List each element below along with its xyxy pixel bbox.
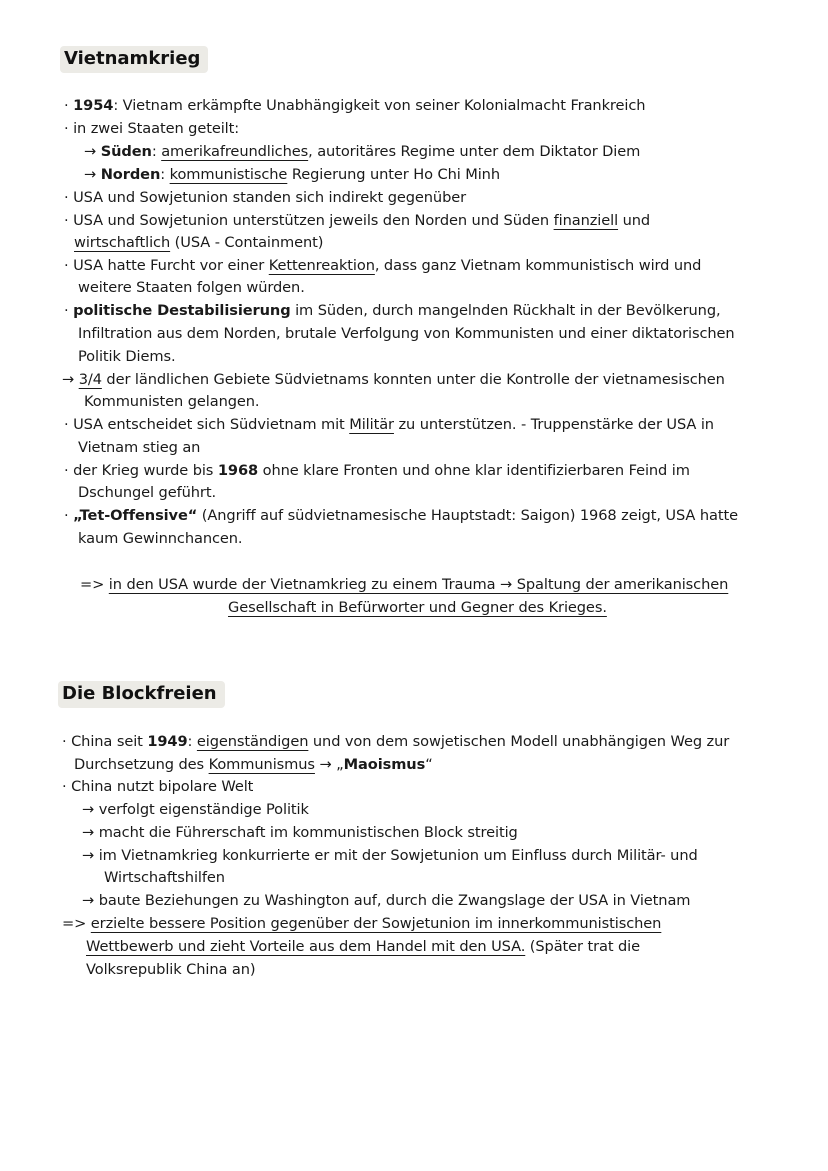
list-item: → macht die Führerschaft im kommunistischen Block streitig (82, 824, 518, 841)
list-item-continuation: Infiltration aus dem Norden, brutale Verfolgung von Kommunisten und einer diktatorischen (78, 325, 735, 342)
list-item: · „Tet-Offensive“ (Angriff auf südvietnamesische Hauptstadt: Saigon) 1968 zeigt, USA hatte (64, 507, 738, 524)
list-item: · China nutzt bipolare Welt (62, 778, 254, 795)
conclusion-line: => erzielte bessere Position gegenüber der Sowjetunion im innerkommunistischen (62, 915, 662, 932)
list-item: · USA und Sowjetunion standen sich indirekt gegenüber (64, 189, 467, 206)
list-item: · 1954: Vietnam erkämpfte Unabhängigkeit von seiner Kolonialmacht Frankreich (64, 97, 646, 114)
conclusion-line: Gesellschaft in Befürworter und Gegner des Krieges. (228, 599, 607, 616)
list-item: → verfolgt eigenständige Politik (82, 801, 309, 818)
list-item: → Norden: kommunistische Regierung unter Ho Chi Minh (84, 166, 500, 183)
list-item-continuation: Politik Diems. (78, 348, 176, 365)
list-item: · der Krieg wurde bis 1968 ohne klare Fronten und ohne klar identifizierbaren Feind im (64, 462, 690, 479)
list-item: → baute Beziehungen zu Washington auf, durch die Zwangslage der USA in Vietnam (82, 892, 691, 909)
list-item-continuation: Durchsetzung des Kommunismus → „Maoismus“ (74, 756, 433, 773)
section-heading-vietnamkrieg: Vietnamkrieg (60, 46, 208, 73)
list-item: · USA hatte Furcht vor einer Kettenreaktion, dass ganz Vietnam kommunistisch wird und (64, 257, 702, 274)
list-item: → 3/4 der ländlichen Gebiete Südvietnams konnten unter die Kontrolle der vietnamesischen (62, 371, 725, 388)
list-item-continuation: Dschungel geführt. (78, 484, 216, 501)
list-item: · USA und Sowjetunion unterstützen jeweils den Norden und Süden finanziell und (64, 212, 651, 229)
list-item-continuation: Vietnam stieg an (78, 439, 201, 456)
list-item: → im Vietnamkrieg konkurrierte er mit der Sowjetunion um Einfluss durch Militär- und (82, 847, 698, 864)
conclusion-line: Wettbewerb und zieht Vorteile aus dem Handel mit den USA. (Später trat die (86, 938, 641, 955)
list-item: · USA entscheidet sich Südvietnam mit Militär zu unterstützen. - Truppenstärke der USA in (64, 416, 714, 433)
list-item: · China seit 1949: eigenständigen und von dem sowjetischen Modell unabhängigen Weg zur (62, 733, 730, 750)
list-item-continuation: wirtschaftlich (USA - Containment) (74, 234, 324, 251)
list-item: → Süden: amerikafreundliches, autoritäres Regime unter dem Diktator Diem (84, 143, 641, 160)
list-item-continuation: Wirtschaftshilfen (104, 869, 225, 886)
list-item-continuation: kaum Gewinnchancen. (78, 530, 243, 547)
list-item-continuation: weitere Staaten folgen würden. (78, 279, 305, 296)
conclusion-line: Volksrepublik China an) (86, 961, 256, 978)
list-item-continuation: Kommunisten gelangen. (84, 393, 260, 410)
list-item: · politische Destabilisierung im Süden, durch mangelnden Rückhalt in der Bevölkerung, (64, 302, 721, 319)
list-item: · in zwei Staaten geteilt: (64, 120, 240, 137)
section-heading-blockfreien: Die Blockfreien (58, 681, 225, 708)
conclusion-line: => in den USA wurde der Vietnamkrieg zu einem Trauma → Spaltung der amerikanischen (80, 576, 729, 593)
